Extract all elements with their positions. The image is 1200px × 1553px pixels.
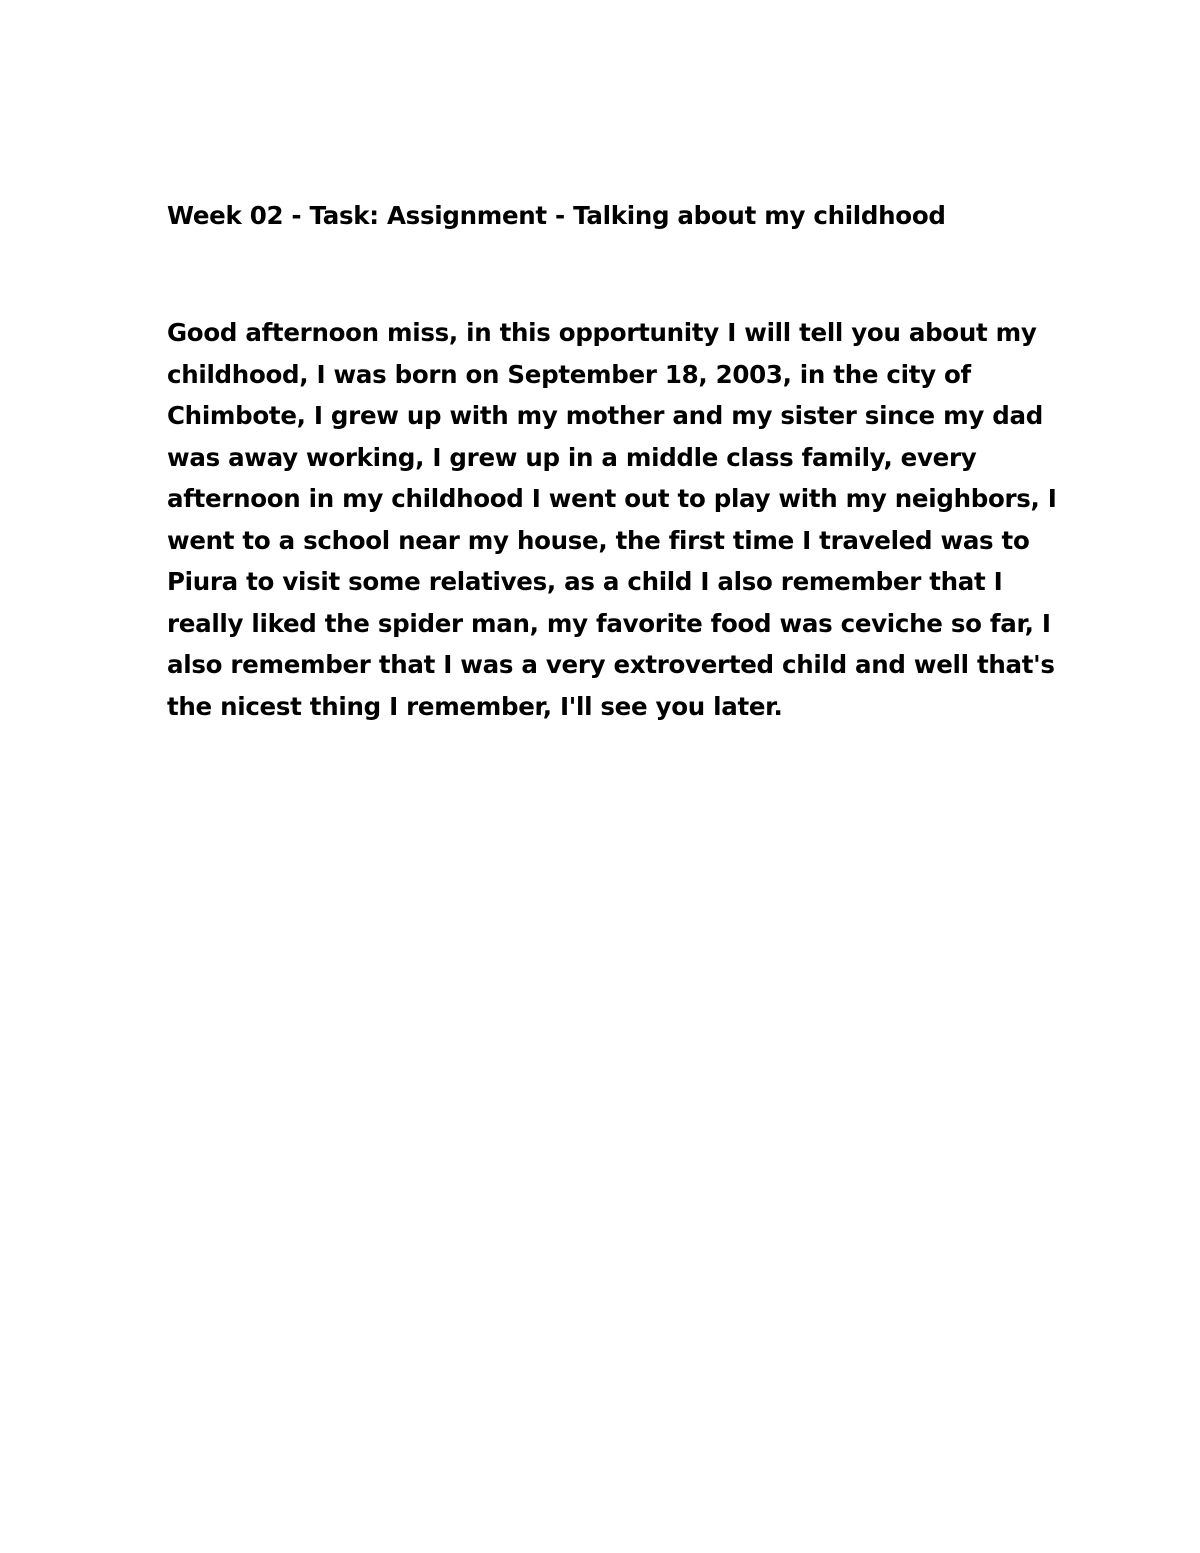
body-line: childhood, I was born on September 18, 2003, in the city of <box>167 359 971 389</box>
body-line: the nicest thing I remember, I'll see you later. <box>167 691 783 721</box>
body-line: afternoon in my childhood I went out to play with my neighbors, I <box>167 484 1057 513</box>
document-title: Week 02 - Task: Assignment - Talking about my childhood <box>167 201 946 230</box>
body-line: also remember that I was a very extroverted child and well that's <box>167 650 1055 679</box>
body-line: really liked the spider man, my favorite food was ceviche so far, I <box>167 608 1051 638</box>
body-line: Good afternoon miss, in this opportunity I will tell you about my <box>167 318 1037 347</box>
body-line: was away working, I grew up in a middle class family, every <box>167 442 977 472</box>
body-line: went to a school near my house, the first time I traveled was to <box>167 525 1030 555</box>
document-body <box>167 312 1057 727</box>
body-line: Chimbote, I grew up with my mother and my sister since my dad <box>167 401 1043 430</box>
body-line: Piura to visit some relatives, as a child I also remember that I <box>167 567 1003 596</box>
